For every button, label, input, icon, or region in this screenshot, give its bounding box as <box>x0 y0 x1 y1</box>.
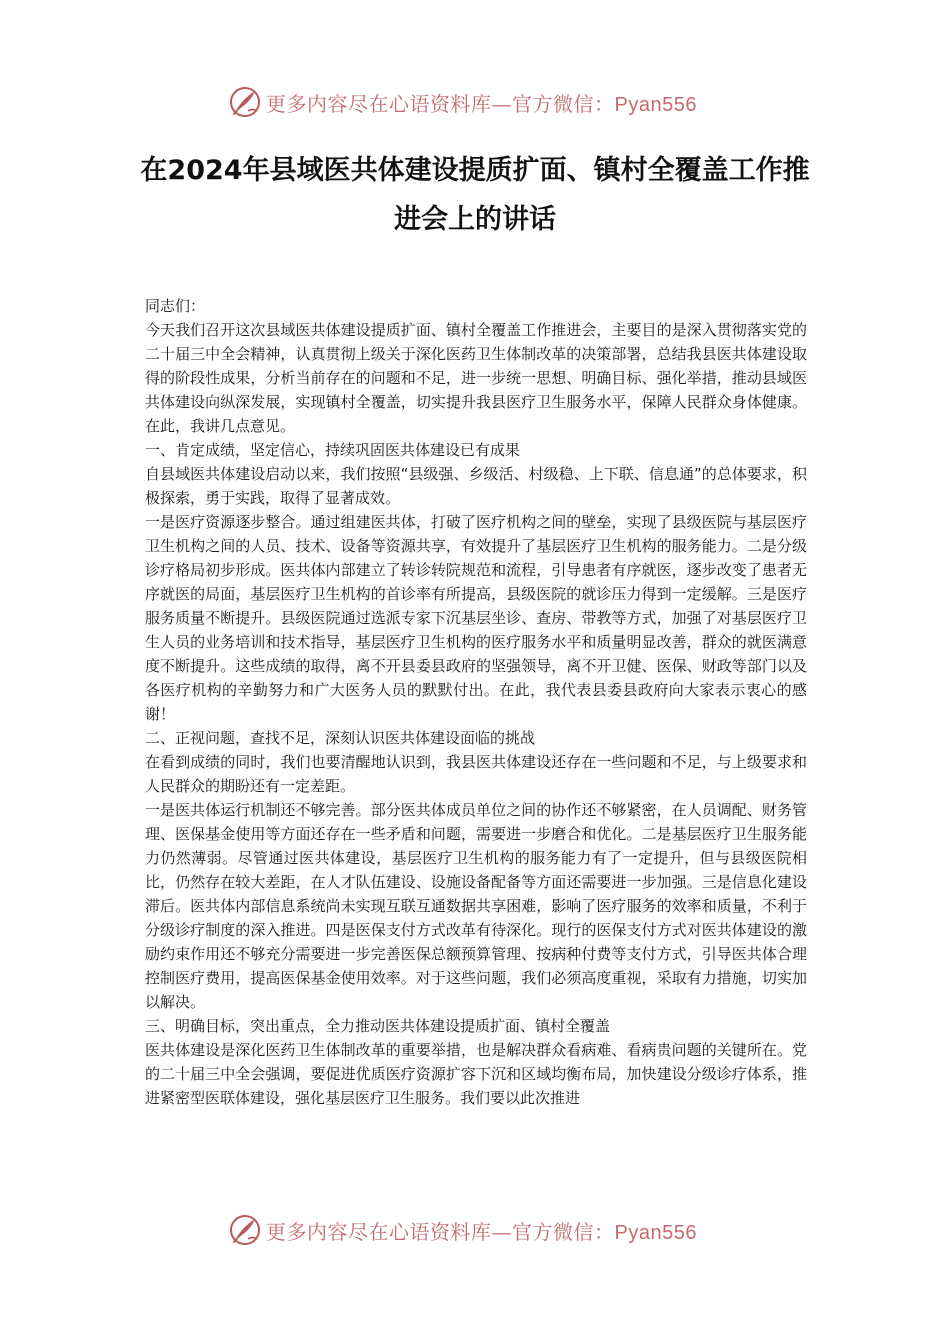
salutation: 同志们： <box>145 297 206 315</box>
banner-slogan: 更多内容尽在心语资料库—官方微信： <box>266 1219 615 1244</box>
body-paragraph: 在看到成绩的同时，我们也要清醒地认识到，我县医共体建设还存在一些问题和不足，与上级要求和人民群众的期盼还有一定差距。 <box>145 753 807 795</box>
quill-pen-logo-icon <box>228 85 262 119</box>
body-paragraph: 今天我们召开这次县域医共体建设提质扩面、镇村全覆盖工作推进会，主要目的是深入贯彻落实党的二十届三中全会精神，认真贯彻上级关于深化医药卫生体制改革的决策部署，总结我县医共体建设取得的阶段性成果，分析当前存在的问题和不足，进一步统一思想、明确目标、强化举措，推动县域医共体建设向纵深发展，实现镇村全覆盖，切实提升我县医疗卫生服务水平，保障人民群众身体健康。在此，我讲几点意见。 <box>145 321 807 435</box>
document-title: 在2024年县域医共体建设提质扩面、镇村全覆盖工作推进会上的讲话 <box>140 155 810 235</box>
section-heading: 三、明确目标，突出重点，全力推动医共体建设提质扩面、镇村全覆盖 <box>145 1017 611 1035</box>
document-body <box>145 294 807 1110</box>
footer-banner <box>228 1210 728 1250</box>
section-heading: 一、肯定成绩，坚定信心，持续巩固医共体建设已有成果 <box>145 441 521 459</box>
banner-text <box>266 1216 697 1245</box>
section-heading: 二、正视问题，查找不足，深刻认识医共体建设面临的挑战 <box>145 729 536 747</box>
banner-slogan: 更多内容尽在心语资料库—官方微信： <box>266 91 615 116</box>
body-paragraph: 自县域医共体建设启动以来，我们按照“县级强、乡级活、村级稳、上下联、信息通”的总体要求，积极探索，勇于实践，取得了显著成效。 <box>145 465 807 507</box>
quill-pen-logo-icon <box>228 1213 262 1247</box>
banner-text <box>266 88 697 117</box>
body-paragraph: 一是医疗资源逐步整合。通过组建医共体，打破了医疗机构之间的壁垒，实现了县级医院与基层医疗卫生机构之间的人员、技术、设备等资源共享，有效提升了基层医疗卫生机构的服务能力。二是分级诊疗格局初步形成。医共体内部建立了转诊转院规范和流程，引导患者有序就医，逐步改变了患者无序就医的局面，基层医疗卫生机构的首诊率有所提高，县级医院的就诊压力得到一定缓解。三是医疗服务质量不断提升。县级医院通过选派专家下沉基层坐诊、查房、带教等方式，加强了对基层医疗卫生人员的业务培训和技术指导，基层医疗卫生机构的医疗服务水平和质量明显改善，群众的就医满意度不断提升。这些成绩的取得，离不开县委县政府的坚强领导，离不开卫健、医保、财政等部门以及各医疗机构的辛勤努力和广大医务人员的默默付出。在此，我代表县委县政府向大家表示衷心的感谢！ <box>145 513 807 723</box>
banner-wechat-id: Pyan556 <box>614 1221 697 1244</box>
header-banner <box>228 82 728 122</box>
body-paragraph: 医共体建设是深化医药卫生体制改革的重要举措，也是解决群众看病难、看病贵问题的关键所在。党的二十届三中全会强调，要促进优质医疗资源扩容下沉和区域均衡布局，加快建设分级诊疗体系，推进紧密型医联体建设，强化基层医疗卫生服务。我们要以此次推进 <box>145 1041 807 1107</box>
banner-wechat-id: Pyan556 <box>614 93 697 116</box>
body-paragraph: 一是医共体运行机制还不够完善。部分医共体成员单位之间的协作还不够紧密，在人员调配、财务管理、医保基金使用等方面还存在一些矛盾和问题，需要进一步磨合和优化。二是基层医疗卫生服务能力仍然薄弱。尽管通过医共体建设，基层医疗卫生机构的服务能力有了一定提升，但与县级医院相比，仍然存在较大差距，在人才队伍建设、设施设备配备等方面还需要进一步加强。三是信息化建设滞后。医共体内部信息系统尚未实现互联互通数据共享困难，影响了医疗服务的效率和质量，不利于分级诊疗制度的深入推进。四是医保支付方式改革有待深化。现行的医保支付方式对医共体建设的激励约束作用还不够充分需要进一步完善医保总额预算管理、按病种付费等支付方式，引导医共体合理控制医疗费用，提高医保基金使用效率。对于这些问题，我们必须高度重视，采取有力措施，切实加以解决。 <box>145 801 807 1011</box>
